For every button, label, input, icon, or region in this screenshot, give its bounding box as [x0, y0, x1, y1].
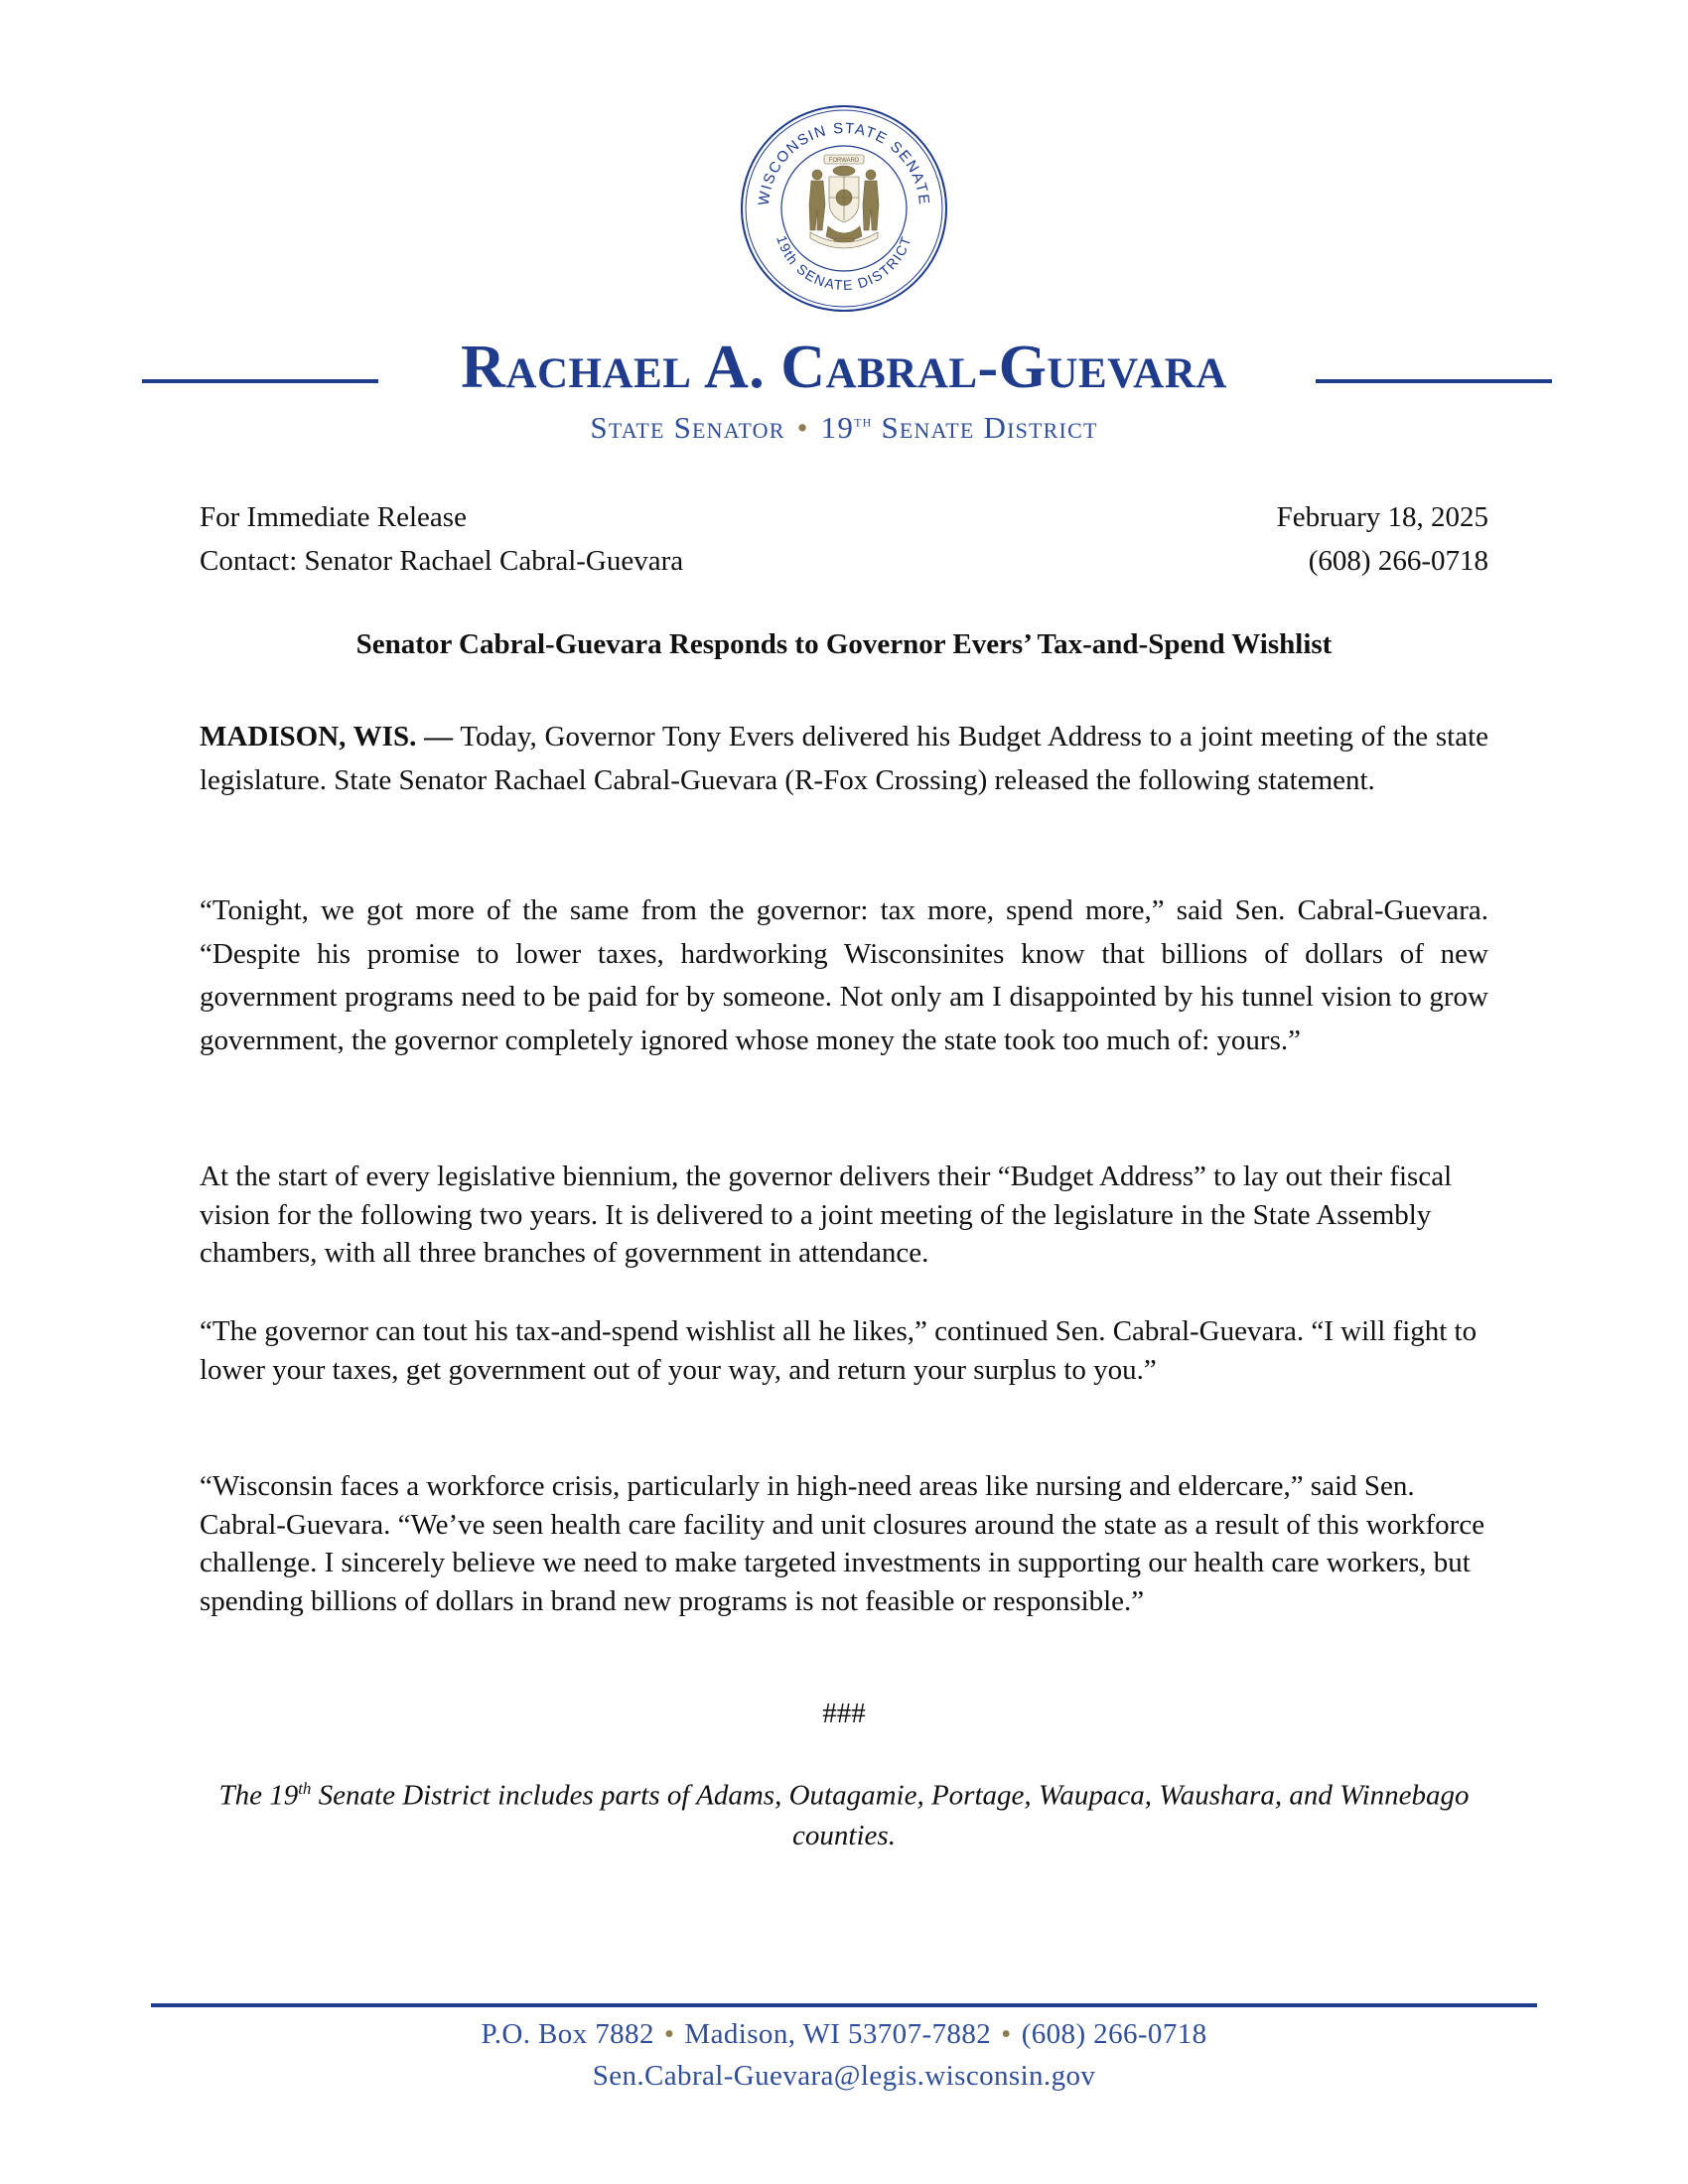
press-headline: Senator Cabral-Guevara Responds to Governor Evers’ Tax-and-Spend Wishlist: [355, 628, 1333, 660]
footer-po-box: P.O. Box 7882: [481, 2018, 654, 2050]
seal-motto: FORWARD: [828, 158, 860, 164]
name-rule-right: [1316, 379, 1552, 383]
seal-ring-top: WISCONSIN STATE SENATE: [755, 119, 933, 207]
body-paragraph-3: At the start of every legislative biennium, the governor delivers their “Budget Address” to lay out their fiscal vision for the following two years. It is delivered to a joint meeting of the legislature in the State Assembly chambers, with all three branches of government in attendance.: [200, 1160, 1453, 1269]
subtitle-district-number: 19: [820, 410, 855, 445]
bullet-separator: •: [1001, 2018, 1012, 2050]
subtitle-district-sup: th: [854, 411, 873, 431]
subtitle-district-text: Senate District: [881, 410, 1098, 445]
footer-phone: (608) 266-0718: [1021, 2018, 1207, 2050]
subtitle-title: State Senator: [590, 410, 785, 445]
paragraph-1-text: Today, Governor Tony Evers delivered his Budget Address to a joint meeting of the state legislature. State Senator Rachael Cabral-Guevara (R-Fox Crossing) released the following statement.: [200, 721, 1488, 796]
end-mark: ###: [822, 1698, 866, 1729]
release-phone: (608) 266-0718: [1308, 545, 1488, 577]
bullet-separator: •: [796, 410, 809, 445]
letterhead-subtitle: [0, 410, 1688, 446]
release-date: February 18, 2025: [1276, 501, 1488, 533]
body-paragraph-2: “Tonight, we got more of the same from the governor: tax more, spend more,” said Sen. Cabral-Guevara. “Despite his promise to lower taxes, hardworking Wisconsinites know that billions of dollars of new government programs need to be paid for by someone. Not only am I disappointed by his tunnel vision to grow government, the governor completely ignored whose money the state took too much of: yours.”: [200, 894, 1488, 1056]
senate-seal: [739, 103, 949, 314]
seal-ring-bottom: 19th SENATE DISTRICT: [774, 233, 914, 294]
footer-rule: [151, 2003, 1537, 2007]
district-note-sup: th: [298, 1779, 312, 1798]
release-info: [200, 495, 1488, 583]
senator-name: Rachael A. Cabral-Guevara: [461, 334, 1227, 401]
district-note-pre: The 19: [218, 1779, 299, 1812]
dateline: MADISON, WIS. —: [200, 721, 454, 752]
letterhead-name-row: [0, 328, 1688, 407]
release-contact: Contact: Senator Rachael Cabral-Guevara: [200, 545, 684, 577]
seal-graphic: [739, 103, 949, 314]
body-paragraph-4: “The governor can tout his tax-and-spend wishlist all he likes,” continued Sen. Cabral-Guevara. “I will fight to lower your taxes, get government out of your way, and return your surplus to you.”: [200, 1315, 1477, 1386]
body-paragraph-5: “Wisconsin faces a workforce crisis, particularly in high-need areas like nursing and eldercare,” said Sen. Cabral-Guevara. “We’ve seen health care facility and unit closures around the state as a result of this workforce challenge. I sincerely believe we need to make targeted investments in supporting our health care workers, but spending billions of dollars in brand new programs is not feasible or responsible.”: [200, 1470, 1485, 1617]
footer-city: Madison, WI 53707-7882: [684, 2018, 992, 2050]
bullet-separator: •: [663, 2018, 675, 2050]
release-label: For Immediate Release: [200, 501, 467, 533]
body-paragraph-1: [200, 715, 1488, 802]
footer-address: [0, 2018, 1688, 2051]
footer-email[interactable]: Sen.Cabral-Guevara@legis.wisconsin.gov: [592, 2060, 1096, 2092]
district-note-post: Senate District includes parts of Adams, Outagamie, Portage, Waupaca, Waushara, and Winnebago counties.: [311, 1779, 1470, 1851]
district-note: [200, 1769, 1488, 1855]
